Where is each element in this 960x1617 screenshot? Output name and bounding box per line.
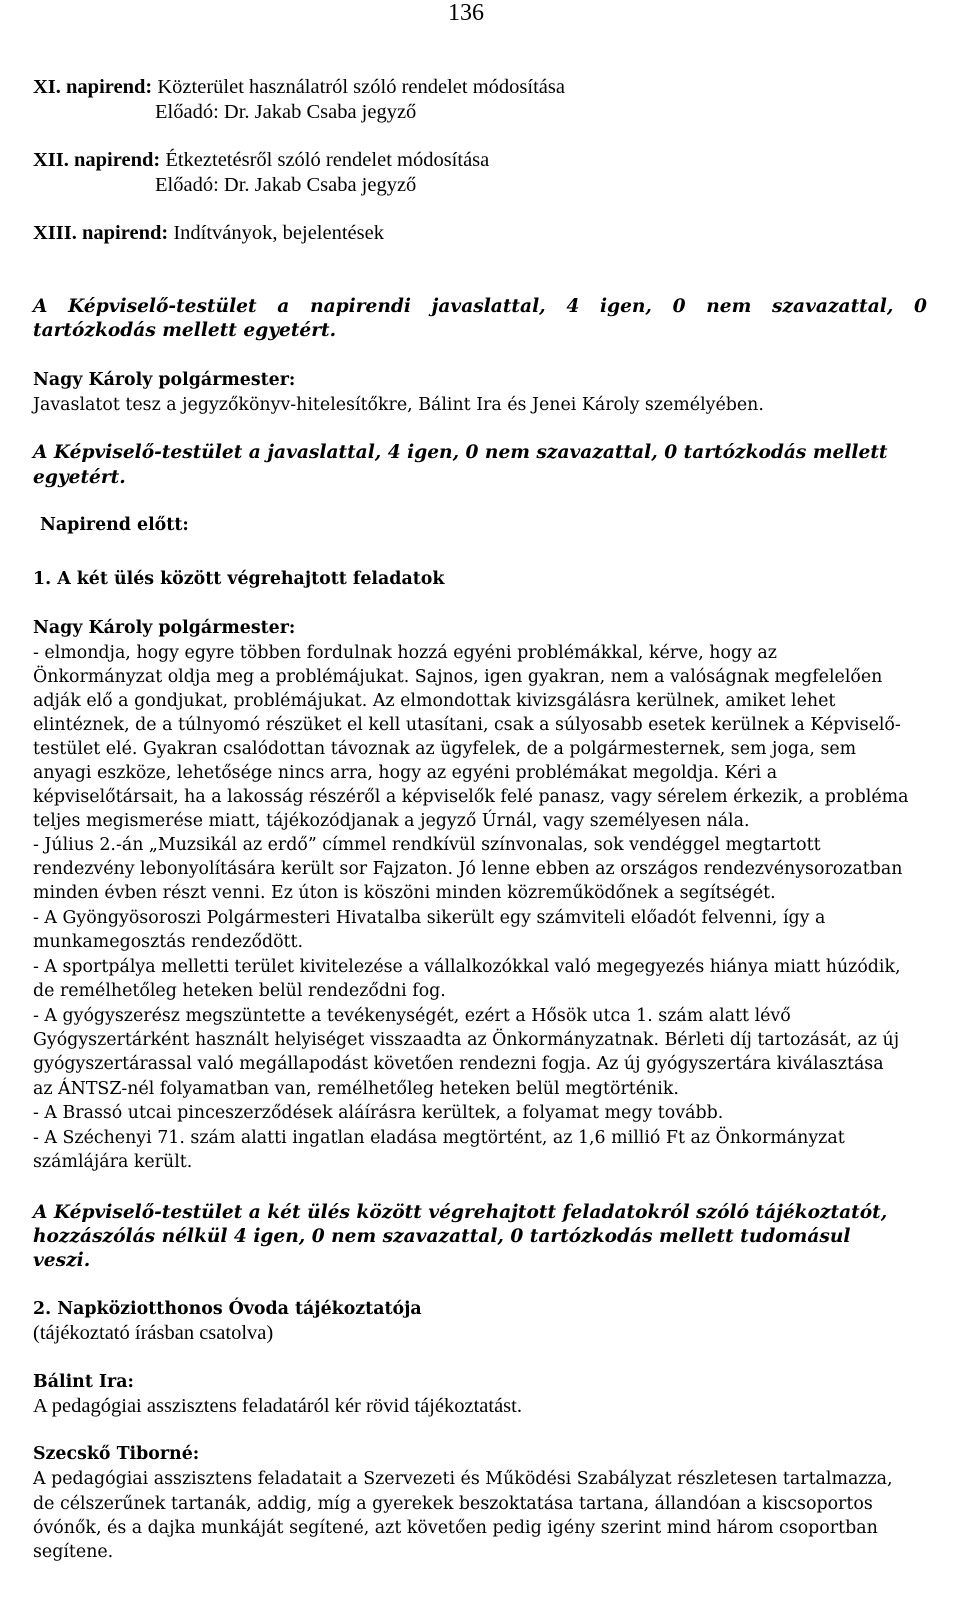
body-line: teljes megismerése miatt, tájékozódjanak a jegyző Úrnál, vagy személyesen nála. <box>33 811 750 831</box>
body-line: A pedagógiai asszisztens feladatait a Szervezeti és Működési Szabályzat részletesen tartalmazza, <box>33 1469 893 1489</box>
vote-result-line: A Képviselő-testület a napirendi javaslattal, 4 igen, 0 nem szavazattal, 0 <box>33 296 927 317</box>
body-line: képviselőtársait, ha a lakosság részéről a képviselők felé panasz, vagy sérelem érkezik, a probléma <box>33 787 909 807</box>
agenda-item-11 <box>33 76 565 99</box>
before-agenda-heading: Napirend előtt: <box>40 515 189 535</box>
resolution-line: veszi. <box>33 1250 91 1271</box>
body-line: de remélhetőleg heteken belül rendeződni fog. <box>33 981 446 1001</box>
agenda-title: Indítványok, bejelentések <box>173 222 384 244</box>
vote-result-line: egyetért. <box>33 467 126 488</box>
agenda-item-12 <box>33 149 489 172</box>
section-heading: 2. Napköziotthonos Óvoda tájékoztatója <box>33 1299 422 1319</box>
agenda-presenter: Előadó: Dr. Jakab Csaba jegyző <box>155 174 417 196</box>
body-line: óvónők, és a dajka munkáját segítené, azt követően pedig igény szerint mind három csoportban <box>33 1518 878 1538</box>
body-line: az ÁNTSZ-nél folyamatban van, remélhetőleg heteken belül megtörténik. <box>33 1079 679 1099</box>
body-line: rendezvény lebonyolítására került sor Fajzaton. Jó lenne ebben az országos rendezvénysorozatban <box>33 859 903 879</box>
body-line: - A Gyöngyösoroszi Polgármesteri Hivatalba sikerült egy számviteli előadót felvenni, így a <box>33 908 826 928</box>
body-line: Gyógyszertárként használt helyiséget visszaadta az Önkormányzatnak. Bérleti díj tartozását, az új <box>33 1030 900 1050</box>
section-heading: 1. A két ülés között végrehajtott feladatok <box>33 569 445 589</box>
body-line: munkamegosztás rendeződött. <box>33 932 304 952</box>
body-line: gyógyszertárassal való megállapodást követően rendezni fogja. Az új gyógyszertára kiválasztása <box>33 1054 884 1074</box>
speech-text: Javaslatot tesz a jegyzőkönyv-hitelesítőkre, Bálint Ira és Jenei Károly személyében. <box>33 395 764 415</box>
agenda-title: Közterület használatról szóló rendelet módosítása <box>157 76 565 98</box>
body-line: elintéznek, de a túlnyomó részüket el kell utasítani, csak a súlyosabb esetek kerülnek a Képviselő- <box>33 715 901 735</box>
resolution-line: A Képviselő-testület a két ülés között végrehajtott feladatokról szóló tájékoztatót, <box>33 1202 888 1223</box>
speaker-name: Nagy Károly polgármester: <box>33 370 296 390</box>
page-number: 136 <box>448 0 484 26</box>
agenda-title: Étkeztetésről szóló rendelet módosítása <box>165 149 490 171</box>
body-line: - A gyógyszerész megszüntette a tevékenységét, ezért a Hősök utca 1. szám alatt lévő <box>33 1006 791 1026</box>
speaker-name: Szecskő Tiborné: <box>33 1444 200 1464</box>
body-line: segítene. <box>33 1542 114 1562</box>
body-line: adják elő a gondjukat, problémájukat. Az elmondottak kivizsgálásra kerülnek, amiket lehet <box>33 691 836 711</box>
attachment-note: (tájékoztató írásban csatolva) <box>33 1322 274 1344</box>
vote-result-line: A Képviselő-testület a javaslattal, 4 igen, 0 nem szavazattal, 0 tartózkodás mellett <box>33 442 888 463</box>
body-line: - A sportpálya melletti terület kivitelezése a vállalkozókkal való megegyezés hiánya miatt húzódik, <box>33 957 901 977</box>
body-line: Önkormányzat oldja meg a problémájukat. Sajnos, igen gyakran, nem a valóságnak megfelelően <box>33 667 883 687</box>
body-line: - A Brassó utcai pinceszerződések aláírásra kerültek, a folyamat megy tovább. <box>33 1103 724 1123</box>
body-line: - A Széchenyi 71. szám alatti ingatlan eladása megtörtént, az 1,6 millió Ft az Önkormányzat <box>33 1128 845 1148</box>
agenda-item-13 <box>33 222 384 245</box>
vote-result-line: tartózkodás mellett egyetért. <box>33 320 337 341</box>
agenda-presenter: Előadó: Dr. Jakab Csaba jegyző <box>155 101 417 123</box>
agenda-label: XII. napirend: <box>33 149 161 171</box>
body-line: minden évben részt venni. Ez úton is köszöni minden közreműködőnek a segítségét. <box>33 883 776 903</box>
body-line: anyagi eszköze, lehetősége nincs arra, hogy az egyéni problémákat megoldja. Kéri a <box>33 763 778 783</box>
body-line: testület elé. Gyakran csalódottan távoznak az ügyfelek, de a polgármesternek, sem joga, sem <box>33 739 857 759</box>
agenda-label: XI. napirend: <box>33 76 153 98</box>
body-line: de célszerűnek tartanák, addig, míg a gyerekek beszoktatása tartana, állandóan a kiscsoportos <box>33 1494 873 1514</box>
agenda-label: XIII. napirend: <box>33 222 169 244</box>
speaker-name: Nagy Károly polgármester: <box>33 618 296 638</box>
speaker-name: Bálint Ira: <box>33 1372 134 1392</box>
speech-text: A pedagógiai asszisztens feladatáról kér rövid tájékoztatást. <box>33 1395 522 1417</box>
resolution-line: hozzászólás nélkül 4 igen, 0 nem szavazattal, 0 tartózkodás mellett tudomásul <box>33 1226 851 1247</box>
body-line: számlájára került. <box>33 1152 193 1172</box>
body-line: - Július 2.-án „Muzsikál az erdő” címmel rendkívül színvonalas, sok vendéggel megtartott <box>33 835 821 855</box>
body-line: - elmondja, hogy egyre többen fordulnak hozzá egyéni problémákkal, kérve, hogy az <box>33 643 777 663</box>
